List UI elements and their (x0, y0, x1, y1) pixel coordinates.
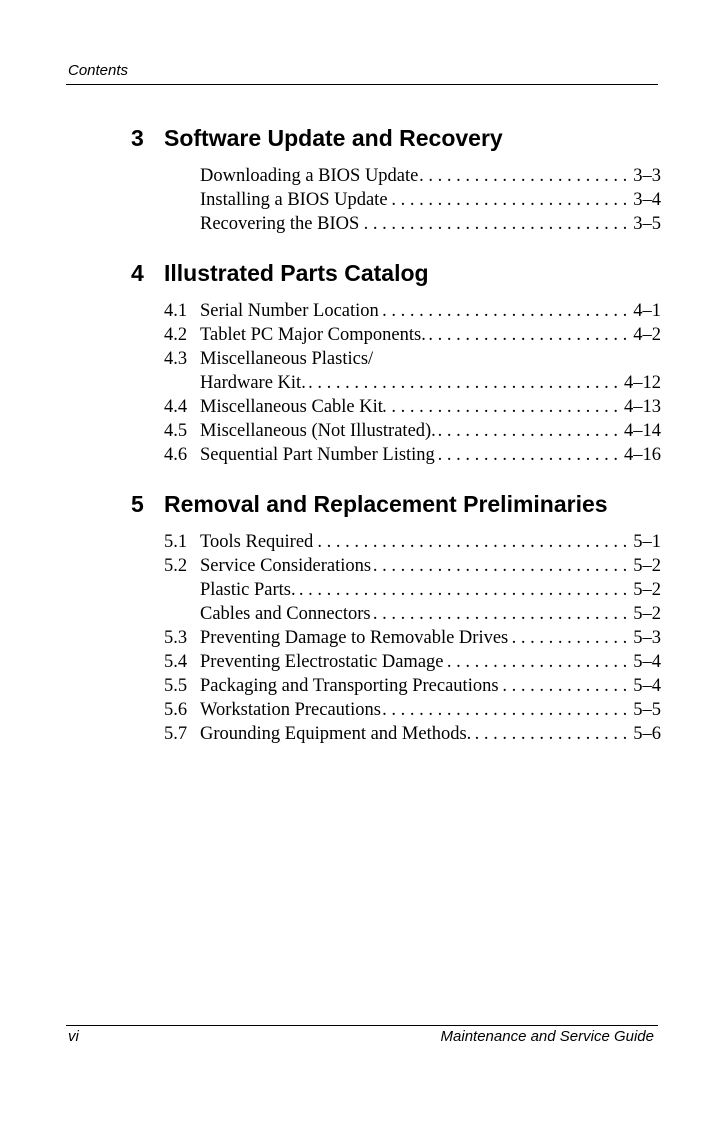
chapter-heading (131, 259, 661, 287)
toc-entry-list (131, 164, 661, 236)
entry-number: 4.6 (164, 445, 188, 465)
footer-rule (66, 1025, 658, 1026)
chapter-3-section (131, 124, 661, 236)
dot-leader (499, 674, 634, 698)
entry-number: 5.6 (164, 700, 188, 720)
entry-title: Preventing Electrostatic Damage (200, 652, 444, 672)
entry-title: Serial Number Location (200, 301, 379, 321)
entry-page: 5–3 (633, 628, 661, 648)
entry-title: Miscellaneous Plastics/ (200, 349, 374, 369)
dot-leader (371, 602, 634, 626)
chapter-title: Removal and Replacement Preliminaries (164, 491, 608, 517)
entry-number: 4.2 (164, 325, 188, 345)
entry-title: Miscellaneous Cable Kit (200, 397, 383, 417)
entry-title: Workstation Precautions (200, 700, 381, 720)
dot-leader (379, 299, 633, 323)
page-number: vi (68, 1028, 79, 1045)
entry-number: 5.2 (164, 556, 188, 576)
entry-title: Packaging and Transporting Precautions (200, 676, 499, 696)
dot-leader (444, 650, 634, 674)
entry-number: 5.4 (164, 652, 188, 672)
dot-leader (383, 395, 624, 419)
entry-page: 4–12 (624, 373, 661, 393)
entry-number: 5.7 (164, 724, 188, 744)
entry-title: Downloading a BIOS Update (200, 166, 419, 186)
dot-leader (435, 443, 624, 467)
chapter-title: Illustrated Parts Catalog (164, 260, 429, 286)
running-header: Contents (68, 62, 129, 79)
toc-entry[interactable] (164, 419, 661, 443)
dot-leader (371, 554, 633, 578)
entry-page: 3–4 (633, 190, 661, 210)
dot-leader (418, 164, 633, 188)
entry-title: Tools Required (200, 532, 314, 552)
chapter-title: Software Update and Recovery (164, 125, 503, 151)
entry-page: 3–3 (633, 166, 661, 186)
toc-entry[interactable] (164, 722, 661, 746)
toc-entry[interactable] (200, 212, 661, 236)
toc-entry[interactable] (164, 626, 661, 650)
toc-entry-list (131, 299, 661, 467)
toc-entry[interactable] (164, 554, 661, 578)
dot-leader (381, 698, 633, 722)
entry-title: Miscellaneous (Not Illustrated). (200, 421, 436, 441)
toc-entry[interactable] (200, 188, 661, 212)
toc-entry[interactable] (164, 602, 661, 626)
header-rule (66, 84, 658, 85)
chapter-heading (131, 124, 661, 152)
dot-leader (471, 722, 633, 746)
entry-title: Recovering the BIOS (200, 214, 360, 234)
entry-page: 4–14 (624, 421, 661, 441)
chapter-number: 4 (131, 260, 144, 286)
entry-title: Plastic Parts. (200, 580, 296, 600)
entry-page: 4–2 (633, 325, 661, 345)
entry-number: 4.5 (164, 421, 188, 441)
entry-number: 4.3 (164, 349, 188, 369)
entry-page: 4–1 (633, 301, 661, 321)
toc-entry[interactable] (164, 323, 661, 347)
entry-title: Sequential Part Number Listing (200, 445, 435, 465)
toc-entry[interactable] (164, 347, 661, 371)
entry-page: 5–2 (633, 556, 661, 576)
entry-page: 5–2 (633, 604, 661, 624)
toc-entry[interactable] (164, 674, 661, 698)
entry-title: Grounding Equipment and Methods. (200, 724, 472, 744)
dot-leader (436, 419, 624, 443)
chapter-number: 5 (131, 491, 144, 517)
entry-title: Tablet PC Major Components. (200, 325, 426, 345)
toc-entry[interactable] (164, 299, 661, 323)
toc-entry[interactable] (164, 698, 661, 722)
dot-leader (306, 371, 624, 395)
chapter-heading (131, 490, 661, 518)
entry-page: 5–4 (633, 652, 661, 672)
dot-leader (508, 626, 633, 650)
entry-number: 4.4 (164, 397, 188, 417)
entry-number: 5.1 (164, 532, 188, 552)
toc-entry[interactable] (164, 578, 661, 602)
entry-title: Service Considerations (200, 556, 372, 576)
entry-page: 4–13 (624, 397, 661, 417)
entry-page: 5–2 (633, 580, 661, 600)
toc-entry[interactable] (164, 443, 661, 467)
document-title: Maintenance and Service Guide (440, 1028, 654, 1045)
dot-leader (426, 323, 633, 347)
chapter-5-section (131, 490, 661, 746)
dot-leader (359, 212, 633, 236)
toc-entry-list (131, 530, 661, 746)
chapter-number: 3 (131, 125, 144, 151)
dot-leader (388, 188, 634, 212)
dot-leader (296, 578, 634, 602)
entry-title: Installing a BIOS Update (200, 190, 388, 210)
entry-page: 5–1 (633, 532, 661, 552)
toc-entry[interactable] (164, 530, 661, 554)
toc-entry[interactable] (164, 371, 661, 395)
toc-entry[interactable] (164, 395, 661, 419)
dot-leader (313, 530, 633, 554)
entry-page: 4–16 (624, 445, 661, 465)
entry-title: Cables and Connectors (200, 604, 371, 624)
entry-page: 5–4 (633, 676, 661, 696)
chapter-4-section (131, 259, 661, 467)
entry-title: Hardware Kit. (200, 373, 306, 393)
entry-number: 4.1 (164, 301, 188, 321)
entry-number: 5.5 (164, 676, 188, 696)
toc-entry[interactable] (200, 164, 661, 188)
entry-title: Preventing Damage to Removable Drives (200, 628, 509, 648)
toc-entry[interactable] (164, 650, 661, 674)
entry-page: 3–5 (633, 214, 661, 234)
entry-page: 5–6 (633, 724, 661, 744)
entry-number: 5.3 (164, 628, 188, 648)
entry-page: 5–5 (633, 700, 661, 720)
